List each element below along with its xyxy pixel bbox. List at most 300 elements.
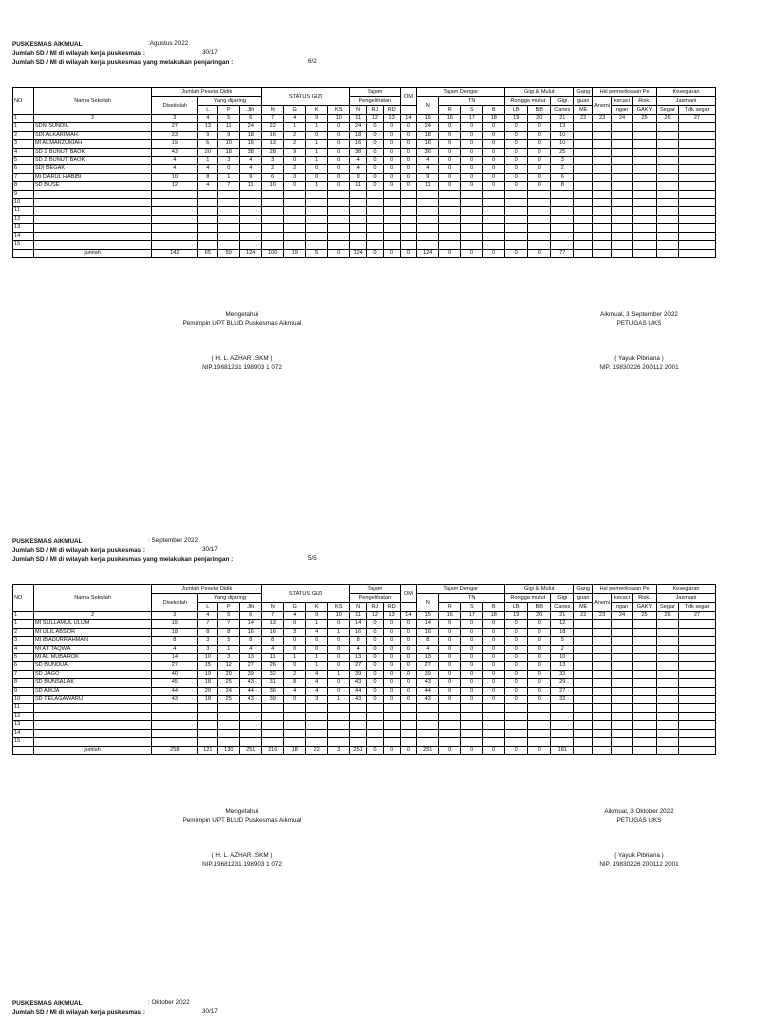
table-cell (461, 241, 483, 249)
col-om: OM (400, 88, 417, 106)
table-cell: 0 (367, 173, 384, 181)
col-sub-g: G (284, 106, 306, 115)
table-cell: 1 (306, 140, 328, 148)
table-cell: 20 (218, 670, 240, 678)
table-cell: 27 (152, 123, 198, 131)
table-cell: 0 (461, 165, 483, 173)
total-cell: 142 (152, 249, 198, 257)
table-cell (679, 738, 716, 746)
table-cell (198, 199, 218, 207)
table-cell: 13 (551, 123, 574, 131)
table-row (13, 620, 716, 628)
table-cell: 11 (417, 182, 439, 190)
table-cell (593, 662, 612, 670)
table-cell (574, 620, 593, 628)
col-kecacingan: kecaci (612, 594, 633, 603)
table-cell: 10 (13, 696, 34, 704)
table-cell (218, 241, 240, 249)
table-cell: 11 (13, 704, 34, 712)
table-cell: 0 (505, 637, 528, 645)
table-cell (632, 190, 656, 198)
table-cell (657, 712, 679, 720)
table-cell: 12 (551, 620, 574, 628)
table-cell (679, 207, 716, 215)
table-cell: 0 (483, 645, 505, 653)
table-cell: 0 (483, 679, 505, 687)
table-cell (593, 654, 612, 662)
table-cell (417, 232, 439, 240)
table-cell (417, 199, 439, 207)
table-cell: 25 (551, 148, 574, 156)
table-cell (400, 232, 417, 240)
table-cell (632, 165, 656, 173)
table-cell (593, 148, 612, 156)
table-cell (483, 241, 505, 249)
table-cell (632, 173, 656, 181)
table-cell: 0 (483, 620, 505, 628)
table-cell (612, 628, 633, 636)
table-cell (350, 704, 367, 712)
table-row (13, 173, 716, 181)
table-cell (461, 232, 483, 240)
col-pengelihatan: Pengelihatan (350, 97, 400, 106)
table-cell: 14 (152, 654, 198, 662)
table-cell: 27 (240, 662, 262, 670)
table-cell: 0 (505, 628, 528, 636)
total-cell (593, 746, 612, 754)
total-cell: 100 (262, 249, 284, 257)
table-cell: 0 (505, 654, 528, 662)
table-cell: 44 (417, 687, 439, 695)
table-cell (657, 165, 679, 173)
table-cell: 9 (417, 173, 439, 181)
table-cell: 15 (198, 662, 218, 670)
school-name-cell: SD JAGO (33, 670, 151, 678)
table-cell: 5 (13, 157, 34, 165)
col-sub-om (400, 603, 417, 612)
table-cell: 0 (439, 662, 461, 670)
table-cell (284, 738, 306, 746)
col-sub-jlh: Jlh (240, 106, 262, 115)
table-cell: 0 (400, 679, 417, 687)
col-sub-tdk-segar: Tdk segar (679, 603, 716, 612)
table-cell: 0 (439, 157, 461, 165)
column-number-cell: 5 (218, 612, 240, 620)
table-cell: 18 (551, 628, 574, 636)
table-cell (657, 123, 679, 131)
table-cell (574, 721, 593, 729)
table-cell: 1 (328, 670, 350, 678)
total-cell (657, 249, 679, 257)
table-cell: 0 (367, 620, 384, 628)
table-cell (198, 224, 218, 232)
col-sub-k: K (306, 106, 328, 115)
col-gang: Gang (574, 585, 593, 594)
table-cell: 39 (262, 696, 284, 704)
column-number-cell: 11 (350, 612, 367, 620)
total-cell: 0 (483, 249, 505, 257)
table-cell: 0 (505, 173, 528, 181)
table-row (13, 140, 716, 148)
school-name-cell: MI SULLAMUL ULUM (33, 620, 151, 628)
table-cell: 8 (262, 637, 284, 645)
table-cell: 0 (439, 173, 461, 181)
table-cell (240, 232, 262, 240)
table-cell (328, 704, 350, 712)
table-cell (400, 199, 417, 207)
table-cell (551, 190, 574, 198)
table-cell: 4 (306, 687, 328, 695)
col-sub-ngan: ngan (612, 106, 633, 115)
table-cell: 6 (551, 173, 574, 181)
table-cell (632, 687, 656, 695)
table-row (13, 224, 716, 232)
sig-right-nip: NIP. 19830226 200112 2001 (599, 861, 679, 868)
table-cell (240, 224, 262, 232)
table-cell: 36 (417, 148, 439, 156)
table-cell: 8 (13, 679, 34, 687)
table-cell (574, 670, 593, 678)
table-cell (593, 224, 612, 232)
column-number-cell: 25 (632, 115, 656, 123)
table-cell (612, 123, 633, 131)
table-cell (483, 738, 505, 746)
table-cell (328, 729, 350, 737)
table-cell: 0 (483, 654, 505, 662)
table-cell: 0 (439, 696, 461, 704)
table-cell (383, 738, 400, 746)
table-cell (152, 738, 198, 746)
table-cell: 0 (367, 679, 384, 687)
table-cell: 0 (483, 148, 505, 156)
column-number-cell: 15 (417, 612, 439, 620)
table-cell (350, 199, 367, 207)
table-cell (657, 679, 679, 687)
school-name-cell: MI AL MUBAROK (33, 654, 151, 662)
total-cell: 0 (367, 249, 384, 257)
table-cell: 13 (350, 654, 367, 662)
total-cell: 0 (461, 746, 483, 754)
table-cell (152, 215, 198, 223)
table-cell: 15 (152, 620, 198, 628)
col-sub-segar: Segar (657, 603, 679, 612)
col-disekolah: Disekolah (152, 594, 198, 612)
table-cell (612, 620, 633, 628)
table-cell: 14 (13, 729, 34, 737)
table-cell: 0 (400, 696, 417, 704)
table-cell: 0 (528, 148, 551, 156)
table-cell (262, 712, 284, 720)
table-cell: 1 (306, 662, 328, 670)
table-cell (483, 190, 505, 198)
table-cell (461, 224, 483, 232)
total-row (13, 746, 716, 754)
table-cell (657, 654, 679, 662)
school-rows (13, 123, 716, 258)
table-cell: 0 (483, 123, 505, 131)
table-cell (612, 696, 633, 704)
col-sub-tdk-segar: Tdk segar (679, 106, 716, 115)
table-cell (306, 224, 328, 232)
puskesmas-name: PUSKESMAS AIKMUAL (12, 41, 83, 48)
table-cell: 1 (284, 654, 306, 662)
table-cell (505, 232, 528, 240)
table-cell (551, 721, 574, 729)
table-cell: 8 (13, 182, 34, 190)
table-cell: 0 (284, 637, 306, 645)
table-cell (461, 721, 483, 729)
column-number-cell: 11 (350, 115, 367, 123)
table-cell: 4 (350, 157, 367, 165)
column-number-cell: 22 (574, 612, 593, 620)
table-cell (306, 241, 328, 249)
table-cell: 0 (400, 662, 417, 670)
col-sub-n2: N (350, 106, 367, 115)
table-cell (574, 215, 593, 223)
table-cell: 16 (350, 628, 367, 636)
table-cell: 0 (328, 645, 350, 653)
table-cell: 0 (367, 637, 384, 645)
table-row (13, 704, 716, 712)
table-cell: 2 (551, 165, 574, 173)
table-cell (632, 670, 656, 678)
column-number-cell: 4 (284, 115, 306, 123)
table-cell: 4 (240, 157, 262, 165)
table-cell (483, 199, 505, 207)
table-cell: 0 (461, 654, 483, 662)
table-cell (218, 224, 240, 232)
table-cell (218, 190, 240, 198)
col-sub-n2: N (350, 603, 367, 612)
table-cell (593, 157, 612, 165)
table-cell (198, 215, 218, 223)
column-number-cell: 3 (152, 612, 198, 620)
penjaringan-value: 5/5 (308, 555, 317, 562)
table-row (13, 182, 716, 190)
school-name-cell: MI AT TAQWA (33, 645, 151, 653)
table-cell: 16 (240, 628, 262, 636)
table-cell: 40 (152, 670, 198, 678)
table-cell (383, 224, 400, 232)
col-jumlah-peserta: Jumlah Peseta Didik (152, 585, 262, 594)
table-cell (593, 131, 612, 139)
sig-date: Aikmual, 3 September 2022 (600, 311, 678, 318)
table-cell (657, 190, 679, 198)
col-tajam-dengar: Tajam Dengar (417, 88, 505, 97)
table-cell: 6 (262, 173, 284, 181)
table-cell (328, 232, 350, 240)
table-cell (439, 729, 461, 737)
table-cell: 33 (551, 670, 574, 678)
table-cell: 0 (367, 687, 384, 695)
table-cell (350, 207, 367, 215)
table-cell: 11 (262, 654, 284, 662)
table-cell: 4 (198, 165, 218, 173)
table-cell: 0 (505, 123, 528, 131)
table-cell (367, 712, 384, 720)
col-sub-r: R (439, 106, 461, 115)
table-cell (383, 721, 400, 729)
table-cell: 3 (13, 140, 34, 148)
table-cell: 0 (306, 131, 328, 139)
table-cell: 26 (262, 662, 284, 670)
table-cell (483, 704, 505, 712)
table-cell: 43 (240, 679, 262, 687)
table-cell: 14 (13, 232, 34, 240)
table-cell: 4 (240, 645, 262, 653)
table-cell: 44 (240, 687, 262, 695)
table-cell: 4 (417, 157, 439, 165)
total-cell: 0 (528, 746, 551, 754)
table-cell: 0 (400, 687, 417, 695)
table-cell: 0 (367, 645, 384, 653)
sig-left-name: ( H. L. AZHAR .SKM ) (211, 852, 273, 859)
table-cell (612, 157, 633, 165)
col-sub-g: G (284, 603, 306, 612)
table-cell: 15 (13, 738, 34, 746)
table-cell (657, 645, 679, 653)
table-cell: 3 (262, 157, 284, 165)
table-cell: 0 (528, 157, 551, 165)
table-cell (284, 729, 306, 737)
column-number-cell: 4 (198, 115, 218, 123)
table-cell (383, 729, 400, 737)
col-sub-me: ME (574, 603, 593, 612)
col-sub-r: R (439, 603, 461, 612)
table-row (13, 232, 716, 240)
col-sub-n: N (262, 106, 284, 115)
table-cell: 14 (350, 620, 367, 628)
table-cell (657, 224, 679, 232)
table-cell: 1 (328, 696, 350, 704)
table-cell: 0 (528, 182, 551, 190)
table-cell: 10 (152, 173, 198, 181)
table-cell: 11 (13, 207, 34, 215)
table-cell (632, 224, 656, 232)
table-cell (240, 215, 262, 223)
column-number-cell: 1 (13, 612, 34, 620)
table-cell (657, 620, 679, 628)
table-cell (505, 224, 528, 232)
table-cell (657, 140, 679, 148)
table-cell (483, 721, 505, 729)
table-cell (593, 712, 612, 720)
table-cell (240, 199, 262, 207)
table-cell: 0 (383, 637, 400, 645)
table-cell: 43 (152, 148, 198, 156)
column-number-cell: 18 (483, 115, 505, 123)
column-number-cell: 3 (152, 115, 198, 123)
table-cell: 0 (439, 637, 461, 645)
school-name-cell (33, 199, 151, 207)
table-cell: 0 (483, 628, 505, 636)
table-cell (417, 215, 439, 223)
col-gigi: Gigi (551, 594, 574, 603)
table-cell: 0 (439, 645, 461, 653)
table-cell: 3 (218, 654, 240, 662)
table-cell: 0 (483, 173, 505, 181)
table-cell: 11 (350, 182, 367, 190)
table-cell (505, 738, 528, 746)
table-cell (284, 215, 306, 223)
table-cell: 0 (505, 165, 528, 173)
col-gigi-mulut: Gigi & Mulut (505, 585, 574, 594)
table-cell (657, 729, 679, 737)
table-cell: 0 (439, 620, 461, 628)
report-period: :Agustus 2022 (148, 40, 189, 47)
table-cell (612, 738, 633, 746)
col-sub-lb: LB (505, 603, 528, 612)
school-rows (13, 620, 716, 755)
table-cell: 0 (528, 670, 551, 678)
column-number-row (13, 115, 716, 123)
table-cell (679, 241, 716, 249)
table-cell: 5 (218, 637, 240, 645)
table-cell (593, 215, 612, 223)
table-cell: 0 (483, 696, 505, 704)
table-cell (367, 190, 384, 198)
sig-pemimpin: Pemimpin UPT BLUD Puskesmas Aikmual (182, 320, 302, 327)
table-cell (218, 232, 240, 240)
table-cell: 1 (306, 654, 328, 662)
table-cell: 18 (240, 131, 262, 139)
table-cell (593, 232, 612, 240)
table-cell (612, 207, 633, 215)
table-cell: 0 (505, 182, 528, 190)
table-cell (657, 628, 679, 636)
table-cell: 0 (439, 687, 461, 695)
table-cell (657, 199, 679, 207)
jumlah-value: 30/17 (202, 546, 218, 553)
col-sub-k: K (306, 603, 328, 612)
table-cell (593, 173, 612, 181)
table-cell: 0 (461, 628, 483, 636)
table-cell (262, 721, 284, 729)
table-cell (417, 207, 439, 215)
table-cell (679, 131, 716, 139)
table-cell (198, 207, 218, 215)
table-cell (461, 215, 483, 223)
table-cell: 20 (198, 687, 218, 695)
column-number-cell: 14 (400, 115, 417, 123)
table-cell: 0 (461, 148, 483, 156)
table-cell (574, 232, 593, 240)
table-cell (528, 729, 551, 737)
table-cell: 2 (284, 165, 306, 173)
col-sub-caries: Caries (551, 603, 574, 612)
table-cell: 4 (284, 687, 306, 695)
table-cell: 38 (350, 148, 367, 156)
table-cell: 0 (400, 131, 417, 139)
table-cell: 0 (328, 123, 350, 131)
table-cell: 10 (198, 654, 218, 662)
table-cell: 1 (218, 173, 240, 181)
table-cell (198, 721, 218, 729)
school-name-cell: SD AIKJA (33, 687, 151, 695)
school-name-cell: SD TELAGAWARU (33, 696, 151, 704)
table-cell: 0 (528, 131, 551, 139)
table-cell: 25 (218, 696, 240, 704)
table-cell (417, 224, 439, 232)
table-cell: 0 (439, 131, 461, 139)
total-cell: 124 (417, 249, 439, 257)
school-name-cell: SDI BEGAK (33, 165, 151, 173)
sig-left-nip: NIP.19681231 198903 1 072 (202, 364, 282, 371)
total-cell: 0 (505, 249, 528, 257)
total-cell (13, 249, 34, 257)
table-cell: 16 (350, 140, 367, 148)
col-sub-s: S (461, 106, 483, 115)
